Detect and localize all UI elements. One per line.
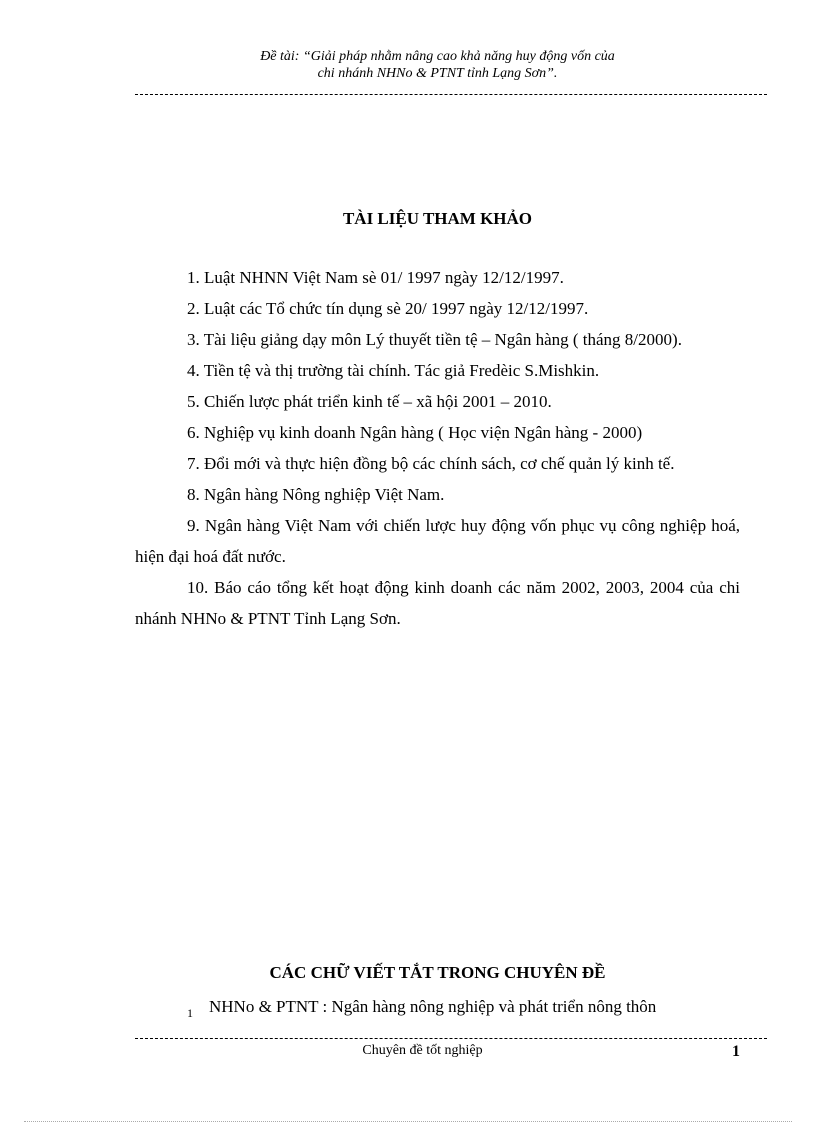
reference-item: 8. Ngân hàng Nông nghiệp Việt Nam.: [187, 485, 445, 504]
references-title: TÀI LIỆU THAM KHẢO: [342, 209, 533, 228]
page-header: [135, 48, 740, 82]
reference-item: 1. Luật NHNN Việt Nam sè 01/ 1997 ngày 12/12/1997.: [187, 268, 564, 287]
abbreviation-text: NHNo & PTNT : Ngân hàng nông nghiệp và phát triển nông thôn: [209, 997, 657, 1016]
header-line-1: Đề tài: “Giải pháp nhằm nâng cao khả năng huy động vốn của: [260, 49, 615, 64]
reference-item: 4. Tiền tệ và thị trường tài chính. Tác giả Fredèic S.Mishkin.: [187, 361, 600, 380]
references-list: [135, 262, 740, 634]
abbreviation-number: 1: [187, 1006, 193, 1020]
reference-item: 10. Báo cáo tổng kết hoạt động kinh doanh các năm 2002, 2003, 2004 của chi nhánh NHNo & PTNT Tỉnh Lạng Sơn.: [135, 578, 740, 628]
reference-item: 6. Nghiệp vụ kinh doanh Ngân hàng ( Học viện Ngân hàng - 2000): [187, 423, 643, 442]
reference-item: 7. Đổi mới và thực hiện đồng bộ các chính sách, cơ chế quản lý kinh tế.: [187, 454, 675, 473]
reference-item: 9. Ngân hàng Việt Nam với chiến lược huy động vốn phục vụ công nghiệp hoá, hiện đại hoá đất nước.: [135, 516, 740, 566]
abbreviations-title: CÁC CHỮ VIẾT TẮT TRONG CHUYÊN ĐỀ: [269, 963, 606, 982]
footer-text: Chuyên đề tốt nghiệp: [362, 1043, 483, 1058]
footer-divider: [135, 1038, 767, 1039]
page-edge: [24, 1121, 792, 1122]
header-line-2: chi nhánh NHNo & PTNT tỉnh Lạng Sơn”.: [317, 66, 558, 81]
reference-item: 2. Luật các Tổ chức tín dụng sè 20/ 1997 ngày 12/12/1997.: [187, 299, 589, 318]
reference-item: 5. Chiến lược phát triển kinh tế – xã hội 2001 – 2010.: [187, 392, 552, 411]
header-divider: [135, 94, 767, 95]
reference-item: 3. Tài liệu giảng dạy môn Lý thuyết tiền tệ – Ngân hàng ( tháng 8/2000).: [187, 330, 682, 349]
page-number: 1: [732, 1043, 740, 1060]
